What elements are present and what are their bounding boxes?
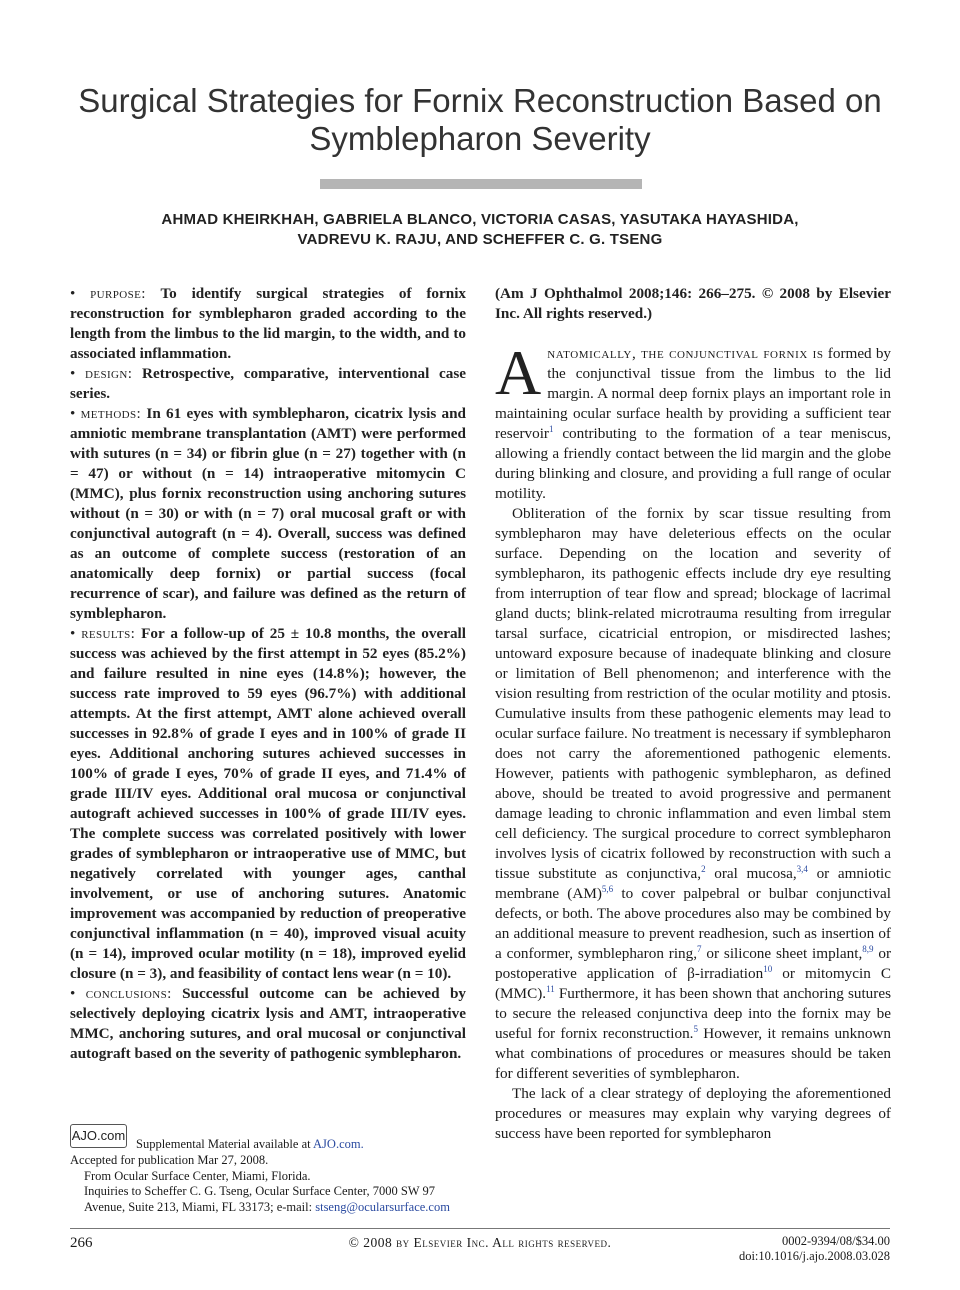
methods-label: methods: [80, 405, 142, 422]
issn: 0002-9394/08/$34.00 [782, 1234, 890, 1248]
supplemental-note [136, 1136, 364, 1152]
reference-link[interactable]: 5 [693, 1023, 698, 1034]
bullet: • [70, 405, 76, 422]
paragraph-3: The lack of a clear strategy of deploying the aforementioned procedures or measures may explain why varying degrees of success have been reported for symblepharon [495, 1085, 891, 1142]
paragraph-text: oral mucosa, [714, 865, 797, 882]
ajo-link[interactable]: AJO.com. [313, 1137, 364, 1151]
paragraph-text: Obliteration of the fornix by scar tissue resulting from symblepharon may have deleterious effects on the ocular surface. Depending on the location and severity of symblepharon, its pathogenic effects include dry eye resulting from interruption of tear flow and spread; blockage of lacrimal gland ducts; blink-related microtrauma resulting from irregular tarsal surface, cicatricial entropion, or misdirected lashes; untoward exposure because of inadequate blinking and closure or limitation of Bell phenomenon; and interference with the vision resulting from restriction of the ocular motility and ptosis. Cumulative insults from these pathogenic elements may lead to ocular surface failure. No treatment is necessary if symblepharon does not carry the aforementioned pathogenic elements. However, patients with pathogenic symblepharon, as defined above, should be treated to avoid progressive and permanent damage leading to chronic inflammation and even limbal stem cell deficiency. The surgical procedure to correct symblepharon involves lysis of cicatrix followed by reconstruction with such a tissue substitute as conjunctiva, [495, 505, 891, 882]
paragraph-text: or mitomycin C (MMC). [495, 965, 892, 1002]
abstract-purpose [70, 284, 466, 364]
ajo-logo: AJO.com [70, 1124, 127, 1148]
conclusions-label: conclusions: [85, 985, 172, 1002]
abstract-methods [70, 404, 466, 624]
abstract-design [70, 364, 466, 404]
supplemental-text: Supplemental Material available at [136, 1137, 311, 1151]
correspondence [70, 1184, 466, 1215]
footnotes [70, 1153, 466, 1215]
correspondence-text: Inquiries to Scheffer C. G. Tseng, Ocular Surface Center, 7000 SW 97 Avenue, Suite 213, Miami, FL 33173; e-mail: [84, 1184, 435, 1214]
purpose-label: purpose: [90, 285, 146, 302]
paragraph-text: However, it remains unknown what combinations of procedures or measures should be taken for different severities of symblepharon. [495, 1025, 891, 1082]
reference-link[interactable]: 3,4 [796, 863, 808, 874]
publication-ids [739, 1234, 890, 1264]
email-link[interactable]: stseng@ocularsurface.com [315, 1199, 450, 1214]
bullet: • [70, 985, 76, 1002]
title-line-1: Surgical Strategies for Fornix Reconstruction Based on [78, 82, 882, 119]
drop-cap: A [495, 337, 542, 408]
affiliation: From Ocular Surface Center, Miami, Florida. [84, 1168, 311, 1183]
lead-in: natomically, the conjunctival fornix is [547, 345, 824, 362]
paragraph-2 [495, 504, 891, 1084]
purpose-text: To identify surgical strategies of fornix reconstruction for symblepharon graded according to the length from the limbus to the lid margin, to the width, and to associated inflammation. [70, 285, 467, 362]
results-label: results: [81, 625, 136, 642]
page-number: 266 [70, 1235, 93, 1251]
reference-link[interactable]: 11 [546, 983, 555, 994]
doi: doi:10.1016/j.ajo.2008.03.028 [738, 1249, 890, 1263]
paragraph-text: or amniotic membrane (AM) [495, 865, 892, 902]
abstract-results [70, 624, 466, 984]
paragraph-1 [495, 337, 892, 504]
supplemental-material [70, 1124, 470, 1152]
bullet: • [70, 365, 76, 382]
author-list [60, 210, 900, 250]
reference-link[interactable]: 10 [763, 963, 773, 974]
article-title [60, 82, 900, 158]
footer-divider [70, 1228, 890, 1229]
paragraph-text: or silicone sheet implant, [706, 945, 863, 962]
paragraph-text: formed by the conjunctival tissue from the limbus to the lid margin. A normal deep fornix plays an important role in maintaining ocular surface health by providing a sufficient tear reservoir [495, 345, 892, 442]
reference-link[interactable]: 2 [701, 863, 706, 874]
authors-line-1: AHMAD KHEIRKHAH, GABRIELA BLANCO, VICTORIA CASAS, YASUTAKA HAYASHIDA, [161, 211, 799, 228]
article-body [495, 337, 892, 1144]
abstract-citation: (Am J Ophthalmol 2008;146: 266–275. © 2008 by Elsevier Inc. All rights reserved.) [495, 285, 891, 322]
paragraph-text: contributing to the formation of a tear meniscus, allowing a friendly contact between the lid margin and the globe during blinking and closure, and providing a full range of ocular motility. [495, 425, 892, 502]
design-text: Retrospective, comparative, interventional case series. [70, 365, 466, 402]
paragraph-text: to cover palpebral or bulbar conjunctival defects, or both. The above procedures also may be combined by an additional measure to prevent readhesion, such as insertion of a conformer, symblepharon ring, [495, 885, 892, 962]
abstract-conclusions [70, 984, 466, 1064]
bullet: • [70, 625, 76, 642]
bullet: • [70, 285, 76, 302]
reference-link[interactable]: 1 [548, 423, 554, 434]
conclusions-text: Successful outcome can be achieved by selectively deploying cicatrix lysis and AMT, intraoperative MMC, anchoring sutures, and oral mucosal or conjunctival autograft based on the severity of pathogenic symblepharon. [70, 985, 466, 1062]
results-text: For a follow-up of 25 ± 10.8 months, the overall success was achieved by the first attempt in 52 eyes (85.2%) and failure resulted in nine eyes (14.8%); however, the success rate improved to 59 eyes (96.7%) with additional attempts. At the first attempt, AMT alone achieved overall successes in 92.8% of grade I eyes and in 100% of grade II eyes. Additional anchoring sutures achieved successes in 100% of grade I eyes, 70% of grade II eyes, and 71.4% of grade III/IV eyes. Additional oral mucosa or conjunctival autograft achieved successes in 100% of grade III/IV eyes. The complete success was correlated positively with lower grades of symblepharon or intraoperative use of MMC, but negatively correlated with younger ages, canthal involvement, or use of anchoring sutures. Anatomic improvement was accompanied by reduction of preoperative conjunctival inflammation (n = 40), improved visual acuity (n = 14), improved ocular motility (n = 18), improved eyelid closure (n = 3), and feasibility of contact lens wear (n = 10). [70, 625, 466, 982]
accepted-date: Accepted for publication Mar 27, 2008. [70, 1153, 269, 1167]
abstract [70, 284, 466, 1064]
paragraph-text: Furthermore, it has been shown that anchoring sutures to secure the released conjunctiva deep into the fornix may be useful for fornix reconstruction. [495, 985, 891, 1042]
reference-link[interactable]: 8,9 [862, 943, 874, 954]
reference-link[interactable]: 7 [697, 943, 702, 954]
authors-line-2: VADREVU K. RAJU, AND SCHEFFER C. G. TSENG [297, 231, 663, 248]
copyright: © 2008 by Elsevier Inc. All rights reserved. [348, 1235, 612, 1250]
design-label: design: [85, 365, 133, 382]
reference-link[interactable]: 5,6 [601, 883, 614, 894]
right-column [495, 284, 891, 1144]
title-divider [320, 179, 642, 189]
methods-text: In 61 eyes with symblepharon, cicatrix lysis and amniotic membrane transplantation (AMT) were performed with sutures (n = 34) or fibrin glue (n = 27) together with (n = 47) or without (n = 14) intraoperative mitomycin C (MMC), plus fornix reconstruction using anchoring sutures without (n = 30) or with (n = 7) oral mucosal graft or with conjunctival autograft (n = 4). Overall, success was defined as an outcome of complete success (restoration of an anatomically deep fornix) or partial success (focal recurrence of scar), and failure was defined as the return of symblepharon. [70, 405, 466, 622]
paragraph-text: or postoperative application of β-irradiation [495, 945, 892, 982]
title-line-2: Symblepharon Severity [309, 120, 651, 157]
